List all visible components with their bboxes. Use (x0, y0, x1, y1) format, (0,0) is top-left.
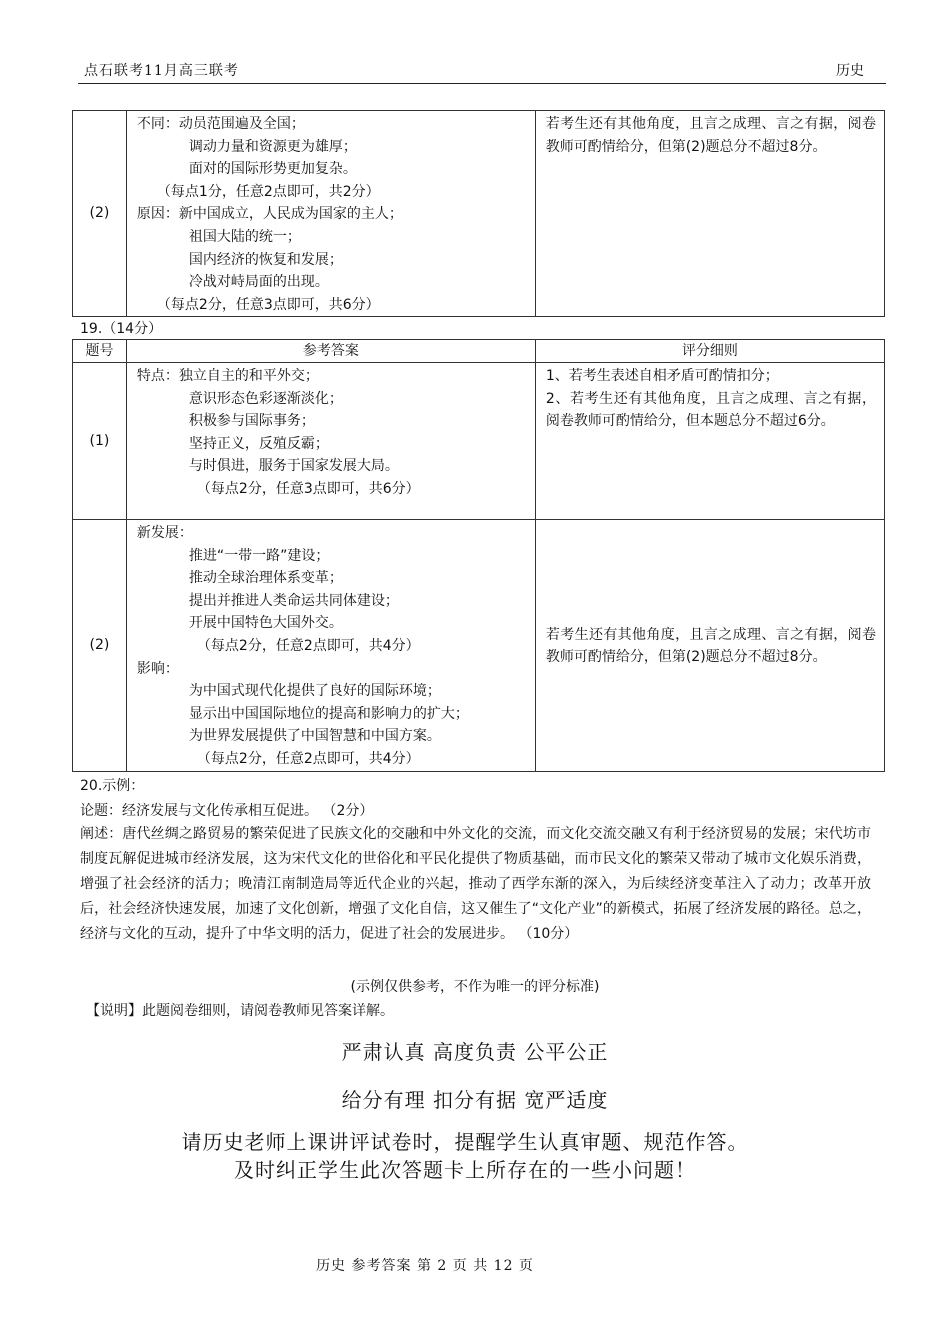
grading-rule: 若考生还有其他角度，且言之成理、言之有据，阅卷教师可酌情给分，但第(2)题总分不超过8分。 (535, 520, 884, 772)
column-header-answer: 参考答案 (126, 340, 535, 363)
answer-line: 推动全球治理体系变革； (188, 570, 343, 587)
score-note: （每点1分，任意2点即可，共2分） (156, 183, 380, 200)
grading-rule: 若考生还有其他角度，且言之成理、言之有据，阅卷教师可酌情给分，但第(2)题总分不超过8分。 (535, 111, 884, 317)
answer-line: 显示出中国国际地位的提高和影响力的扩大； (188, 705, 469, 722)
slogan-line-2: 给分有理 扣分有据 宽严适度 (341, 1088, 609, 1112)
answer-line: 祖国大陆的统一； (188, 228, 301, 245)
answer-line: 积极参与国际事务； (188, 413, 315, 430)
q20-essay: 阐述：唐代丝绸之路贸易的繁荣促进了民族文化的交融和中外文化的交流，而文化交流交融又有利于经济贸易的发展；宋代坊市制度瓦解促进城市经济发展，这为宋代文化的世俗化和平民化提供了物质基础，而市民文化的繁荣又带动了城市文化娱乐消费，增强了社会经济的活力；晚清江南制造局等近代企业的兴起，推动了西学东渐的深入，为后续经济变革注入了动力；改革开放后，社会经济快速发展，加速了文化创新，增强了文化自信，这又催生了“文化产业”的新模式，拓展了经济发展的路径。总之，经济与文化的互动，提升了中华文明的活力，促进了社会的发展进步。 （10分） (80, 826, 871, 942)
answer-line: 开展中国特色大国外交。 (188, 615, 343, 632)
reference-answer (126, 111, 535, 317)
table-row (73, 111, 885, 317)
header-subject: 历史 (836, 63, 864, 79)
answer-line: 为世界发展提供了中国智慧和中国方案。 (188, 728, 441, 745)
answer-line: 不同：动员范围遍及全国； (136, 116, 305, 132)
q19-title: 19.（14分） (80, 321, 163, 337)
answer-line: 与时俱进，服务于国家发展大局。 (188, 458, 399, 475)
q18-answer-table (72, 110, 885, 317)
score-note: （每点2分，任意3点即可，共6分） (156, 296, 380, 313)
q20-explanation: 【说明】此题阅卷细则，请阅卷教师见答案详解。 (86, 1003, 394, 1019)
answer-line: 特点：独立自主的和平外交； (136, 368, 319, 384)
answer-line: 面对的国际形势更加复杂。 (188, 161, 357, 178)
q20-note: (示例仅供参考，不作为唯一的评分标准) (350, 979, 600, 995)
header-divider (78, 83, 886, 84)
answer-line: 为中国式现代化提供了良好的国际环境； (188, 683, 441, 700)
reference-answer (126, 363, 535, 520)
reminder-line-2: 及时纠正学生此次答题卡上所存在的一些小问题！ (234, 1158, 696, 1182)
question-number: (2) (73, 111, 127, 317)
answer-line: 冷战对峙局面的出现。 (188, 274, 329, 291)
table-header-row (73, 340, 885, 363)
question-number: (1) (73, 363, 127, 520)
reminder-line-1: 请历史老师上课讲评试卷时，提醒学生认真审题、规范作答。 (181, 1130, 749, 1154)
question-number: (2) (73, 520, 127, 772)
answer-line: 坚持正义，反殖反霸； (188, 435, 329, 452)
answer-line: 影响： (136, 660, 179, 677)
score-note: （每点2分，任意3点即可，共6分） (196, 480, 420, 497)
rule-line: 1、若考生表述自相矛盾可酌情扣分； (545, 368, 779, 384)
answer-line: 新发展： (136, 525, 193, 541)
page-footer: 历史 参考答案 第 2 页 共 12 页 (316, 1258, 534, 1274)
answer-line: 原因：新中国成立，人民成为国家的主人； (136, 206, 403, 223)
table-row (73, 520, 885, 772)
q20-title: 20.示例： (80, 778, 145, 794)
header-exam-name: 点石联考11月高三联考 (84, 63, 239, 79)
q19-answer-table (72, 339, 885, 772)
answer-line: 意识形态色彩逐渐淡化； (188, 390, 343, 407)
score-note: （每点2分，任意2点即可，共4分） (196, 637, 420, 654)
column-header-rules: 评分细则 (535, 340, 884, 363)
column-header-number: 题号 (73, 340, 127, 363)
score-note: （每点2分，任意2点即可，共4分） (196, 750, 420, 767)
answer-line: 调动力量和资源更为雄厚； (188, 138, 357, 155)
table-row (73, 363, 885, 520)
slogan-line-1: 严肃认真 高度负责 公平公正 (341, 1040, 609, 1064)
answer-line: 提出并推进人类命运共同体建设； (188, 592, 399, 609)
answer-line: 推进“一带一路”建设； (188, 547, 330, 564)
grading-rule (535, 363, 884, 520)
q20-thesis: 论题：经济发展与文化传承相互促进。 （2分） (80, 803, 374, 819)
rule-line: 2、若考生还有其他角度，且言之成理、言之有据，阅卷教师可酌情给分，但本题总分不超过6分。 (545, 390, 876, 430)
answer-line: 国内经济的恢复和发展； (188, 251, 343, 268)
reference-answer (126, 520, 535, 772)
